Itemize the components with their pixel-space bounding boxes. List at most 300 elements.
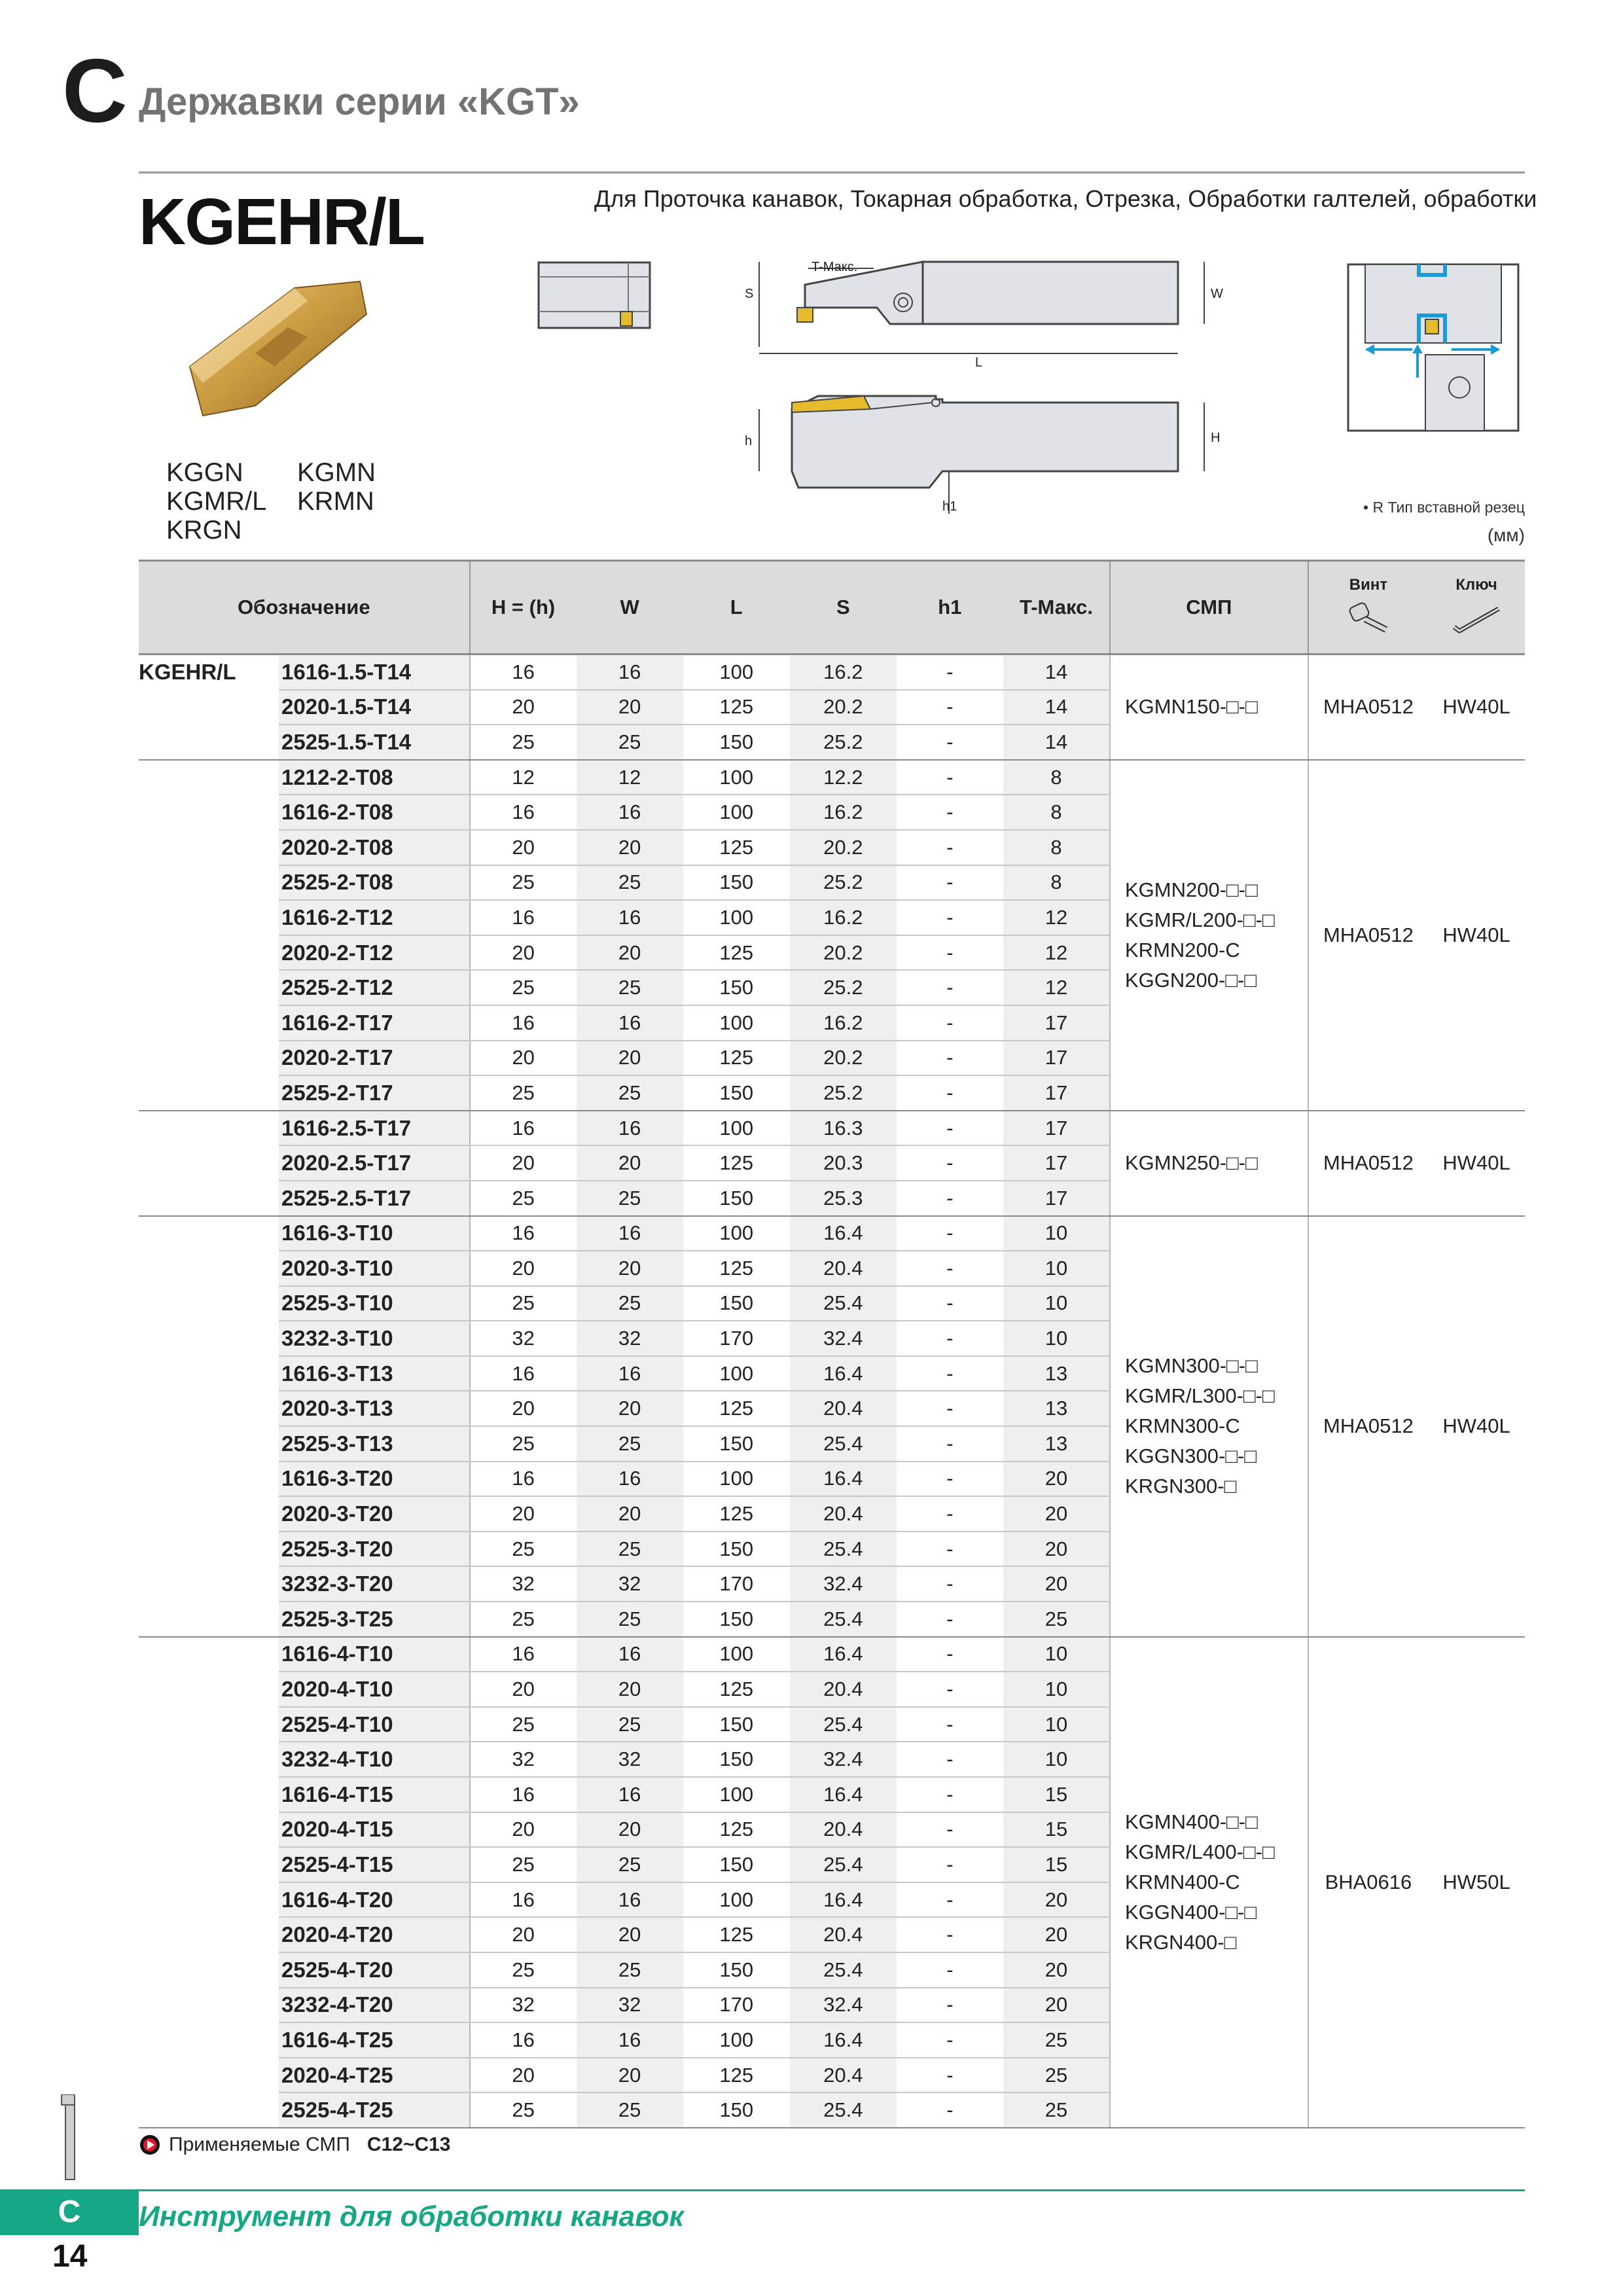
h-cell: 20: [470, 1812, 577, 1848]
H-label: H: [1211, 431, 1221, 445]
series-cell: [139, 1286, 279, 1321]
designation-cell: 2020-4-T25: [279, 2058, 470, 2093]
s-cell: 25.4: [790, 1532, 897, 1567]
h1-cell: -: [897, 970, 1003, 1005]
h1-cell: -: [897, 1532, 1003, 1567]
designation-cell: 2525-2.5-T17: [279, 1181, 470, 1216]
reference-label: Применяемые СМП: [169, 2134, 350, 2155]
designation-cell: 2020-4-T15: [279, 1812, 470, 1848]
insert-type: KGGN: [166, 458, 243, 487]
s-cell: 32.4: [790, 1742, 897, 1777]
h1-cell: -: [897, 1356, 1003, 1391]
s-cell: 16.2: [790, 900, 897, 935]
tmax-cell: 10: [1003, 1742, 1110, 1777]
insert-type: KRGN: [166, 516, 242, 545]
unit-label: (мм): [1487, 525, 1525, 545]
designation-cell: 1616-4-T10: [279, 1637, 470, 1672]
s-cell: 32.4: [790, 1988, 897, 2023]
reference-pages-link[interactable]: C12~C13: [366, 2134, 451, 2155]
s-cell: 20.2: [790, 830, 897, 865]
s-cell: 20.4: [790, 1917, 897, 1952]
designation-cell: 2525-4-T10: [279, 1707, 470, 1742]
s-cell: 16.4: [790, 2022, 897, 2058]
l-cell: 100: [683, 1777, 790, 1812]
tmax-cell: 20: [1003, 1462, 1110, 1497]
w-cell: 25: [577, 1602, 683, 1637]
h-cell: 20: [470, 1672, 577, 1707]
h-cell: 32: [470, 1566, 577, 1602]
tmax-cell: 20: [1003, 1988, 1110, 2023]
l-cell: 150: [683, 2092, 790, 2128]
insert-type: KGMR/L: [166, 487, 267, 516]
h-cell: 32: [470, 1988, 577, 2023]
dimension-drawing: [733, 255, 1243, 530]
h-cell: 16: [470, 1777, 577, 1812]
col-key: [1428, 561, 1525, 655]
series-cell: [139, 1426, 279, 1462]
key-header-label: Ключ: [1455, 576, 1497, 594]
designation-cell: 2020-4-T10: [279, 1672, 470, 1707]
tmax-cell: 10: [1003, 1286, 1110, 1321]
s-cell: 25.2: [790, 725, 897, 760]
insert-type: KRMN: [297, 487, 374, 516]
insert-code: KRMN400-C: [1125, 1870, 1240, 1893]
series-cell: [139, 795, 279, 830]
w-cell: 25: [577, 1181, 683, 1216]
l-cell: 125: [683, 1812, 790, 1848]
tmax-cell: 17: [1003, 1041, 1110, 1076]
l-cell: 100: [683, 1111, 790, 1146]
h-cell: 32: [470, 1742, 577, 1777]
series-cell: [139, 1742, 279, 1777]
screw-cell: MHA0512: [1308, 655, 1428, 760]
h-cell: 25: [470, 1952, 577, 1988]
designation-cell: 3232-3-T20: [279, 1566, 470, 1602]
w-cell: 20: [577, 830, 683, 865]
tmax-cell: 8: [1003, 760, 1110, 795]
h1-cell: -: [897, 1496, 1003, 1532]
tmax-cell: 20: [1003, 1496, 1110, 1532]
series-cell: [139, 970, 279, 1005]
hex-key-icon: [1450, 601, 1503, 634]
h-cell: 12: [470, 760, 577, 795]
series-cell: [139, 1111, 279, 1146]
designation-cell: 2525-3-T10: [279, 1286, 470, 1321]
tmax-cell: 15: [1003, 1777, 1110, 1812]
tmax-cell: 25: [1003, 2022, 1110, 2058]
insert-code: KGMR/L200-□-□: [1125, 908, 1275, 931]
s-cell: 25.4: [790, 1602, 897, 1637]
s-cell: 25.4: [790, 2092, 897, 2128]
l-cell: 150: [683, 1952, 790, 1988]
designation-cell: 1616-3-T10: [279, 1216, 470, 1251]
w-cell: 20: [577, 1496, 683, 1532]
series-cell: [139, 1812, 279, 1848]
designation-cell: 1616-2.5-T17: [279, 1111, 470, 1146]
w-cell: 25: [577, 725, 683, 760]
series-cell: [139, 1917, 279, 1952]
l-cell: 150: [683, 725, 790, 760]
table-row: [139, 655, 1525, 690]
series-cell: [139, 1952, 279, 1988]
h-cell: 25: [470, 1847, 577, 1882]
w-cell: 25: [577, 970, 683, 1005]
w-cell: 20: [577, 2058, 683, 2093]
insert-code: KGGN300-□-□: [1125, 1444, 1257, 1468]
tmax-cell: 12: [1003, 935, 1110, 971]
h-cell: 20: [470, 935, 577, 971]
insert-photo-icon: [177, 275, 373, 432]
designation-cell: 1616-4-T15: [279, 1777, 470, 1812]
h-cell: 16: [470, 655, 577, 690]
s-cell: 32.4: [790, 1566, 897, 1602]
h-cell: 25: [470, 725, 577, 760]
h-cell: 16: [470, 1356, 577, 1391]
s-cell: 20.4: [790, 1812, 897, 1848]
w-cell: 20: [577, 1917, 683, 1952]
tmax-cell: 20: [1003, 1566, 1110, 1602]
designation-cell: 2525-3-T13: [279, 1426, 470, 1462]
footer-title: Инструмент для обработки канавок: [139, 2200, 684, 2233]
tmax-cell: 20: [1003, 1952, 1110, 1988]
series-cell: [139, 1532, 279, 1567]
s-cell: 16.4: [790, 1882, 897, 1918]
col-L: L: [683, 561, 790, 655]
designation-cell: 1616-2-T08: [279, 795, 470, 830]
model-title: KGEHR/L: [139, 185, 424, 259]
s-cell: 20.2: [790, 690, 897, 725]
h1-cell: -: [897, 900, 1003, 935]
tmax-cell: 15: [1003, 1812, 1110, 1848]
h1-cell: -: [897, 1742, 1003, 1777]
l-cell: 150: [683, 1286, 790, 1321]
h1-cell: -: [897, 1075, 1003, 1111]
h1-cell: -: [897, 1145, 1003, 1181]
s-cell: 12.2: [790, 760, 897, 795]
key-cell: HW40L: [1428, 1111, 1525, 1216]
spec-table: [139, 560, 1525, 2128]
l-cell: 125: [683, 1251, 790, 1286]
h-cell: 20: [470, 1496, 577, 1532]
insert-type: KGMN: [297, 458, 376, 487]
s-cell: 16.2: [790, 655, 897, 690]
series-cell: [139, 830, 279, 865]
h-cell: 25: [470, 2092, 577, 2128]
tmax-cell: 13: [1003, 1391, 1110, 1426]
h-cell: 20: [470, 1917, 577, 1952]
w-cell: 32: [577, 1742, 683, 1777]
s-cell: 25.2: [790, 865, 897, 901]
series-cell: [139, 935, 279, 971]
h1-cell: -: [897, 1181, 1003, 1216]
s-cell: 16.4: [790, 1216, 897, 1251]
series-cell: [139, 1566, 279, 1602]
s-cell: 16.4: [790, 1462, 897, 1497]
tmax-cell: 25: [1003, 1602, 1110, 1637]
l-cell: 150: [683, 970, 790, 1005]
l-cell: 100: [683, 1216, 790, 1251]
col-tmax: T-Макс.: [1003, 561, 1110, 655]
w-cell: 25: [577, 1847, 683, 1882]
s-cell: 20.3: [790, 1145, 897, 1181]
insert-code: KGMN300-□-□: [1125, 1354, 1258, 1378]
designation-cell: 1616-2-T12: [279, 900, 470, 935]
s-cell: 25.2: [790, 1075, 897, 1111]
s-cell: 20.2: [790, 935, 897, 971]
designation-cell: 2020-1.5-T14: [279, 690, 470, 725]
footer-section-tab: C: [0, 2189, 139, 2235]
l-cell: 125: [683, 1041, 790, 1076]
series-cell: [139, 1145, 279, 1181]
designation-cell: 2525-4-T15: [279, 1847, 470, 1882]
l-cell: 150: [683, 865, 790, 901]
designation-cell: 2525-2-T12: [279, 970, 470, 1005]
table-header-row: [139, 561, 1525, 655]
reference-line: [139, 2134, 451, 2156]
series-cell: [139, 2058, 279, 2093]
table-row: [139, 1637, 1525, 1672]
h-cell: 16: [470, 1637, 577, 1672]
w-cell: 16: [577, 1777, 683, 1812]
w-cell: 20: [577, 1251, 683, 1286]
l-cell: 100: [683, 1882, 790, 1918]
l-cell: 125: [683, 1145, 790, 1181]
series-cell: [139, 1251, 279, 1286]
tmax-cell: 10: [1003, 1637, 1110, 1672]
w-cell: 16: [577, 900, 683, 935]
s-cell: 16.3: [790, 1111, 897, 1146]
h1-cell: -: [897, 1672, 1003, 1707]
w-cell: 32: [577, 1988, 683, 2023]
s-cell: 20.4: [790, 1251, 897, 1286]
designation-cell: 2020-2.5-T17: [279, 1145, 470, 1181]
s-cell: 32.4: [790, 1321, 897, 1356]
l-cell: 100: [683, 1637, 790, 1672]
h-cell: 20: [470, 830, 577, 865]
h1-cell: -: [897, 1917, 1003, 1952]
s-cell: 20.4: [790, 1672, 897, 1707]
screw-cell: MHA0512: [1308, 1216, 1428, 1637]
h-cell: 16: [470, 2022, 577, 2058]
h-cell: 25: [470, 1075, 577, 1111]
l-cell: 150: [683, 1847, 790, 1882]
h1-cell: -: [897, 655, 1003, 690]
h1-cell: -: [897, 1988, 1003, 2023]
s-cell: 25.4: [790, 1952, 897, 1988]
s-cell: 16.4: [790, 1356, 897, 1391]
w-cell: 25: [577, 2092, 683, 2128]
tmax-cell: 13: [1003, 1356, 1110, 1391]
h1-cell: -: [897, 865, 1003, 901]
h1-cell: -: [897, 1426, 1003, 1462]
tmax-cell: 10: [1003, 1251, 1110, 1286]
h-cell: 16: [470, 795, 577, 830]
screw-cell: BHA0616: [1308, 1637, 1428, 2128]
h1-cell: -: [897, 1637, 1003, 1672]
s-cell: 25.4: [790, 1426, 897, 1462]
key-cell: HW40L: [1428, 760, 1525, 1111]
l-cell: 100: [683, 900, 790, 935]
tmax-cell: 8: [1003, 795, 1110, 830]
series-cell: [139, 1041, 279, 1076]
series-cell: [139, 1391, 279, 1426]
w-cell: 32: [577, 1321, 683, 1356]
w-cell: 25: [577, 1532, 683, 1567]
w-cell: 16: [577, 1462, 683, 1497]
h-cell: 16: [470, 1882, 577, 1918]
s-cell: 20.4: [790, 1391, 897, 1426]
l-cell: 125: [683, 935, 790, 971]
h-cell: 20: [470, 690, 577, 725]
l-cell: 150: [683, 1181, 790, 1216]
l-cell: 100: [683, 2022, 790, 2058]
designation-cell: 2020-3-T10: [279, 1251, 470, 1286]
s-cell: 25.3: [790, 1181, 897, 1216]
h1-label: h1: [942, 499, 957, 514]
w-cell: 16: [577, 1005, 683, 1041]
key-cell: HW50L: [1428, 1637, 1525, 2128]
col-designation: Обозначение: [139, 561, 470, 655]
col-S: S: [790, 561, 897, 655]
l-cell: 170: [683, 1988, 790, 2023]
w-label: W: [1211, 287, 1223, 301]
w-cell: 16: [577, 1216, 683, 1251]
tmax-cell: 17: [1003, 1075, 1110, 1111]
h-label: h: [745, 434, 753, 448]
h1-cell: -: [897, 2092, 1003, 2128]
series-cell: [139, 1216, 279, 1251]
tmax-cell: 8: [1003, 865, 1110, 901]
tmax-cell: 14: [1003, 725, 1110, 760]
w-cell: 16: [577, 1111, 683, 1146]
h1-cell: -: [897, 935, 1003, 971]
series-cell: [139, 690, 279, 725]
tmax-cell: 12: [1003, 900, 1110, 935]
insert-code: KGMR/L300-□-□: [1125, 1384, 1275, 1408]
tmax-cell: 10: [1003, 1321, 1110, 1356]
tmax-cell: 25: [1003, 2092, 1110, 2128]
h-cell: 20: [470, 1145, 577, 1181]
h1-cell: -: [897, 1602, 1003, 1637]
footer-rule: [139, 2189, 1525, 2191]
series-cell: KGEHR/L: [139, 660, 236, 685]
s-cell: 25.4: [790, 1286, 897, 1321]
designation-cell: 1616-1.5-T14: [279, 655, 470, 690]
designation-cell: 2525-1.5-T14: [279, 725, 470, 760]
designation-cell: 3232-4-T10: [279, 1742, 470, 1777]
section-letter: C: [62, 41, 128, 141]
end-view-drawing: [537, 260, 654, 332]
insert-code: KGMR/L400-□-□: [1125, 1840, 1275, 1863]
series-cell: [139, 1602, 279, 1637]
h1-cell: -: [897, 725, 1003, 760]
s-cell: 25.2: [790, 970, 897, 1005]
h-cell: 16: [470, 1111, 577, 1146]
l-cell: 150: [683, 1532, 790, 1567]
w-cell: 20: [577, 935, 683, 971]
tmax-cell: 8: [1003, 830, 1110, 865]
designation-cell: 1616-2-T17: [279, 1005, 470, 1041]
h-cell: 20: [470, 2058, 577, 2093]
key-cell: HW40L: [1428, 1216, 1525, 1637]
h1-cell: -: [897, 2022, 1003, 2058]
machining-view-drawing: [1347, 263, 1520, 433]
series-cell: [139, 725, 279, 760]
l-cell: 100: [683, 760, 790, 795]
l-cell: 100: [683, 1356, 790, 1391]
designation-cell: 2020-3-T13: [279, 1391, 470, 1426]
insert-code: KGMN400-□-□: [1125, 1810, 1258, 1833]
series-cell: [139, 1005, 279, 1041]
l-cell: 100: [683, 795, 790, 830]
insert-code: KGGN200-□-□: [1125, 968, 1257, 992]
insert-cell: [1110, 1111, 1308, 1216]
l-cell: 150: [683, 1742, 790, 1777]
h-cell: 25: [470, 970, 577, 1005]
h-cell: 25: [470, 1532, 577, 1567]
w-cell: 25: [577, 1426, 683, 1462]
insert-code: KGMN150-□-□: [1125, 695, 1258, 719]
h1-cell: -: [897, 1882, 1003, 1918]
insert-types-list: [166, 458, 402, 545]
h1-cell: -: [897, 795, 1003, 830]
h-cell: 16: [470, 900, 577, 935]
series-cell: [139, 1707, 279, 1742]
series-cell: [139, 1672, 279, 1707]
insert-cell: [1110, 1637, 1308, 2128]
l-cell: 150: [683, 1707, 790, 1742]
tmax-cell: 14: [1003, 690, 1110, 725]
table-row: [139, 760, 1525, 795]
h1-cell: -: [897, 1321, 1003, 1356]
designation-cell: 2525-2-T08: [279, 865, 470, 901]
h1-cell: -: [897, 1251, 1003, 1286]
tmax-cell: 17: [1003, 1145, 1110, 1181]
h1-cell: -: [897, 760, 1003, 795]
w-cell: 20: [577, 1041, 683, 1076]
designation-cell: 2525-4-T25: [279, 2092, 470, 2128]
w-cell: 20: [577, 1145, 683, 1181]
designation-cell: 2020-2-T17: [279, 1041, 470, 1076]
l-cell: 170: [683, 1566, 790, 1602]
insert-code: KGGN400-□-□: [1125, 1900, 1257, 1924]
tmax-cell: 17: [1003, 1005, 1110, 1041]
h1-cell: -: [897, 1812, 1003, 1848]
col-h1: h1: [897, 561, 1003, 655]
w-cell: 16: [577, 2022, 683, 2058]
designation-cell: 3232-3-T10: [279, 1321, 470, 1356]
w-cell: 12: [577, 760, 683, 795]
l-label: L: [975, 355, 983, 370]
col-screw: [1308, 561, 1428, 655]
h1-cell: -: [897, 1286, 1003, 1321]
l-cell: 125: [683, 1917, 790, 1952]
tmax-cell: 10: [1003, 1707, 1110, 1742]
s-label: S: [745, 287, 754, 301]
w-cell: 25: [577, 1707, 683, 1742]
s-cell: 20.4: [790, 1496, 897, 1532]
series-cell: [139, 1321, 279, 1356]
l-cell: 125: [683, 830, 790, 865]
w-cell: 20: [577, 690, 683, 725]
insert-type-note: • R Тип вставной резец: [1363, 499, 1525, 516]
series-cell: [139, 900, 279, 935]
tmax-cell: 25: [1003, 2058, 1110, 2093]
series-cell: [139, 1462, 279, 1497]
tmax-cell: 17: [1003, 1111, 1110, 1146]
col-H: H = (h): [470, 561, 577, 655]
series-cell: [139, 1496, 279, 1532]
